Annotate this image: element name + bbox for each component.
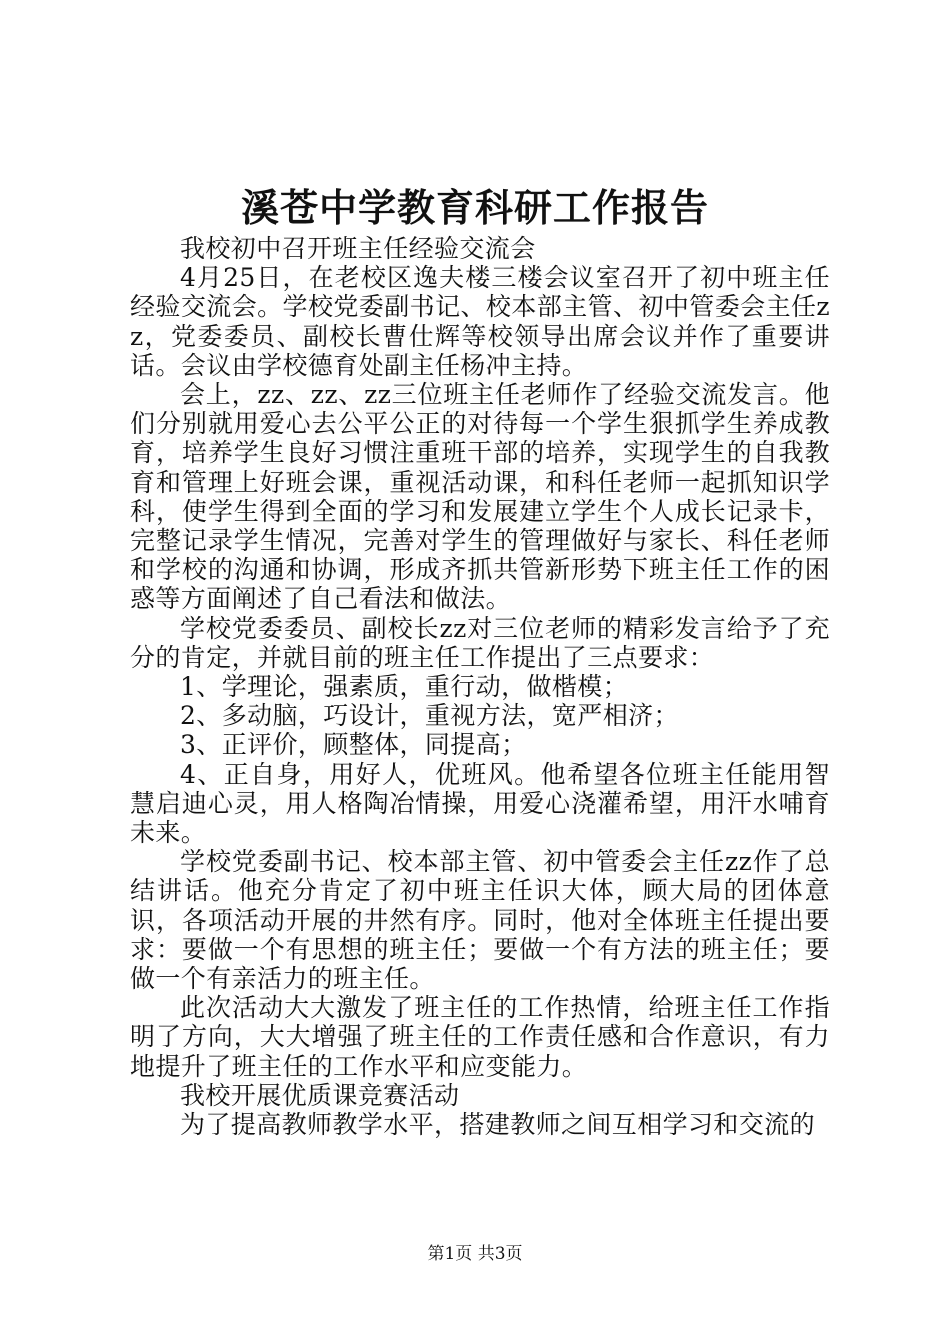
paragraph: 学校党委委员、副校长zz对三位老师的精彩发言给予了充分的肯定，并就目前的班主任工作提出了三点要求： bbox=[130, 613, 830, 672]
document-body bbox=[130, 234, 830, 1139]
paragraph: 4月25日，在老校区逸夫楼三楼会议室召开了初中班主任经验交流会。学校党委副书记、校本部主管、初中管委会主任zz，党委委员、副校长曹仕辉等校领导出席会议并作了重要讲话。会议由学校德育处副主任杨冲主持。 bbox=[130, 263, 830, 380]
list-item: 1、学理论，强素质，重行动，做楷模； bbox=[180, 672, 629, 702]
page-footer: 第1页 共3页 bbox=[427, 1244, 523, 1264]
paragraph: 此次活动大大激发了班主任的工作热情，给班主任工作指明了方向，大大增强了班主任的工作责任感和合作意识，有力地提升了班主任的工作水平和应变能力。 bbox=[130, 993, 830, 1081]
list-item: 2、多动脑，巧设计，重视方法，宽严相济； bbox=[180, 701, 679, 731]
list-item: 4、正自身，用好人，优班风。他希望各位班主任能用智慧启迪心灵，用人格陶冶情操，用爱心浇灌希望，用汗水哺育未来。 bbox=[130, 759, 830, 848]
list-item: 3、正评价，顾整体，同提高； bbox=[180, 730, 527, 760]
document-title: 溪苍中学教育科研工作报告 bbox=[240, 185, 709, 230]
paragraph: 我校初中召开班主任经验交流会 bbox=[180, 234, 536, 263]
section-heading: 我校开展优质课竞赛活动 bbox=[180, 1080, 460, 1110]
paragraph: 会上，zz、zz、zz三位班主任老师作了经验交流发言。他们分别就用爱心去公平公正的对待每一个学生狠抓学生养成教育，培养学生良好习惯注重班干部的培养，实现学生的自我教育和管理上好班会课，重视活动课，和科任老师一起抓知识学科，使学生得到全面的学习和发展建立学生个人成长记录卡，完整记录学生情况，完善对学生的管理做好与家长、科任老师和学校的沟通和协调，形成齐抓共管新形势下班主任工作的困惑等方面阐述了自己看法和做法。 bbox=[130, 380, 830, 614]
paragraph: 学校党委副书记、校本部主管、初中管委会主任zz作了总结讲话。他充分肯定了初中班主任识大体，顾大局的团体意识，各项活动开展的井然有序。同时，他对全体班主任提出要求：要做一个有思想的班主任；要做一个有方法的班主任；要做一个有亲活力的班主任。 bbox=[130, 847, 830, 994]
paragraph: 为了提高教师教学水平，搭建教师之间互相学习和交流的 bbox=[180, 1110, 816, 1140]
